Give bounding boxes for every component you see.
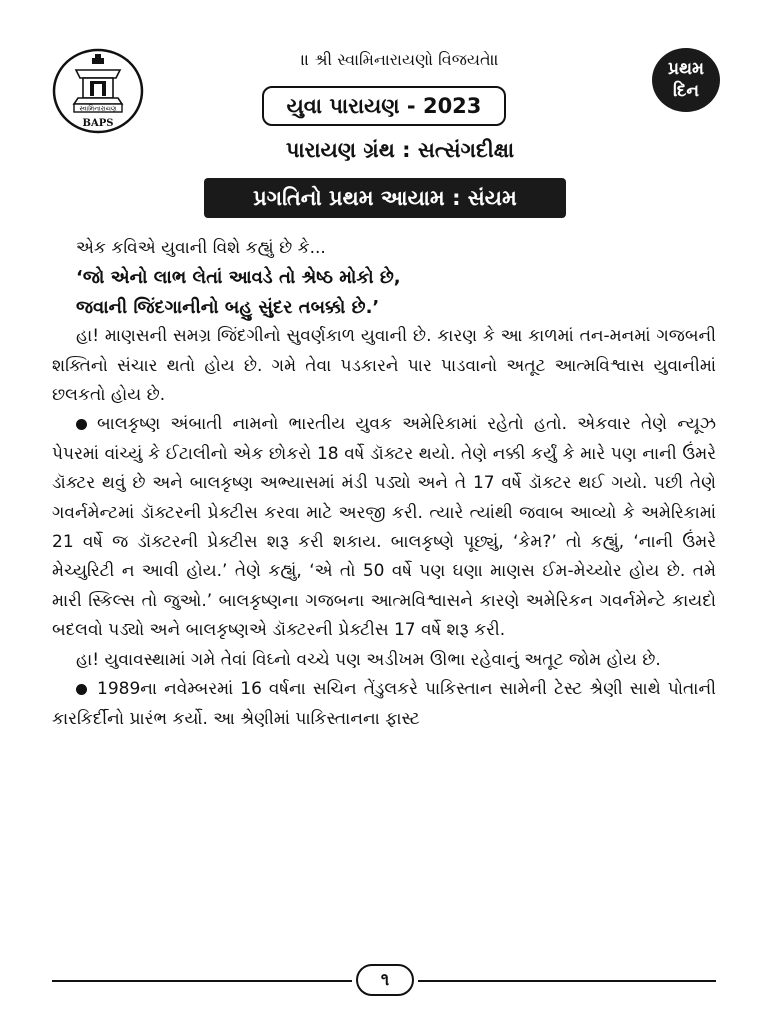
intro-line: એક કવિએ યુવાની વિશે કહ્યું છે કે... bbox=[76, 238, 326, 258]
day-badge-line2: દિન bbox=[672, 81, 699, 101]
chapter-heading: પ્રગતિનો પ્રથમ આયામ : સંયમ bbox=[204, 178, 566, 218]
quote-line-1: ‘જો એનો લાભ લેતાં આવડે તો શ્રેષ્ઠ મોકો છે, bbox=[76, 267, 401, 289]
paragraph-2: બાલકૃષ્ણ અંબાતી નામનો ભારતીય યુવક અમેરિકામાં રહેતો હતો. એકવાર તેણે ન્યૂઝ પેપરમાં વાંચ્યું કે ઈટાલીનો એક છોકરો 18 વર્ષે ડૉક્ટર થયો. તેણે નક્કી કર્યું કે મારે પણ નાની ઉંમરે ડૉક્ટર થવું છે અને બાલકૃષ્ણ અભ્યાસમાં મંડી પડ્યો અને તે 17 વર્ષે ડૉક્ટર થઈ ગયો. પછી તેણે ગવર્નમેન્ટમાં ડૉક્ટરની પ્રેક્ટીસ કરવા માટે અરજી કરી. ત્યારે ત્યાંથી જવાબ આવ્યો કે અમેરિકામાં 21 વર્ષે જ ડૉક્ટરની પ્રેક્ટીસ શરૂ કરી શકાય. બાલકૃષ્ણે પૂછ્યું, ‘કેમ?’ તો કહ્યું, ‘નાની ઉંમરે મેચ્યુરિટી ન આવી હોય.’ તેણે કહ્યું, ‘એ તો 50 વર્ષે પણ ઘણા માણસ ઈમ-મેચ્યોર હોય છે. તમે મારી સ્કિલ્સ તો જુઓ.’ બાલકૃષ્ણના ગજબના આત્મવિશ્વાસને કારણે અમેરિકન ગવર્નમેન્ટે કાયદો બદલવો પડ્યો અને બાલકૃષ્ણએ ડૉક્ટરની પ્રેક્ટીસ 17 વર્ષે શરૂ કરી. bbox=[52, 414, 716, 641]
bullet-icon bbox=[76, 419, 87, 430]
footer-rule-left bbox=[52, 980, 352, 982]
paragraph-2-item bbox=[52, 410, 716, 645]
granth-heading: પારાયણ ગ્રંથ : સત્સંગદીક્ષા bbox=[285, 138, 515, 162]
day-badge-line1: પ્રથમ bbox=[667, 59, 705, 79]
paragraph-4-item bbox=[52, 675, 716, 734]
footer-rule-right bbox=[418, 980, 716, 982]
paragraph-3: હા! યુવાવસ્થામાં ગમે તેવાં વિઘ્નો વચ્ચે પણ અડીખમ ઊભા રહેવાનું અતૂટ જોમ હોય છે. bbox=[76, 649, 661, 670]
baps-logo-icon bbox=[52, 48, 144, 134]
article-body bbox=[52, 234, 716, 734]
bullet-icon bbox=[76, 684, 87, 695]
day-badge bbox=[652, 48, 720, 112]
page-number: ૧ bbox=[356, 964, 414, 996]
logo-caption: સ્વામિનારાયણ bbox=[79, 104, 117, 113]
motto: ॥ શ્રી સ્વામિનારાયણો વિજયતે॥ bbox=[300, 50, 499, 69]
paragraph-4: 1989ના નવેમ્બરમાં 16 વર્ષના સચિન તેંડુલકરે પાકિસ્તાન સામેની ટેસ્ટ શ્રેણી સાથે પોતાની કારકિર્દીનો પ્રારંભ કર્યો. આ શ્રેણીમાં પાકિસ્તાનના ફાસ્ટ bbox=[52, 679, 716, 729]
logo-brand: BAPS bbox=[82, 118, 114, 129]
page-title: યુવા પારાયણ - 2023 bbox=[262, 86, 506, 126]
paragraph-1: હા! માણસની સમગ્ર જિંદગીનો સુવર્ણકાળ યુવાની છે. કારણ કે આ કાળમાં તન-મનમાં ગજબની શક્તિનો સંચાર થતો હોય છે. ગમે તેવા પડકારને પાર પાડવાનો અતૂટ આત્મવિશ્વાસ યુવાનીમાં છલકતો હોય છે. bbox=[52, 326, 716, 406]
quote-line-2: જવાની જિંદગાનીનો બહુ સુંદર તબક્કો છે.’ bbox=[76, 296, 380, 318]
